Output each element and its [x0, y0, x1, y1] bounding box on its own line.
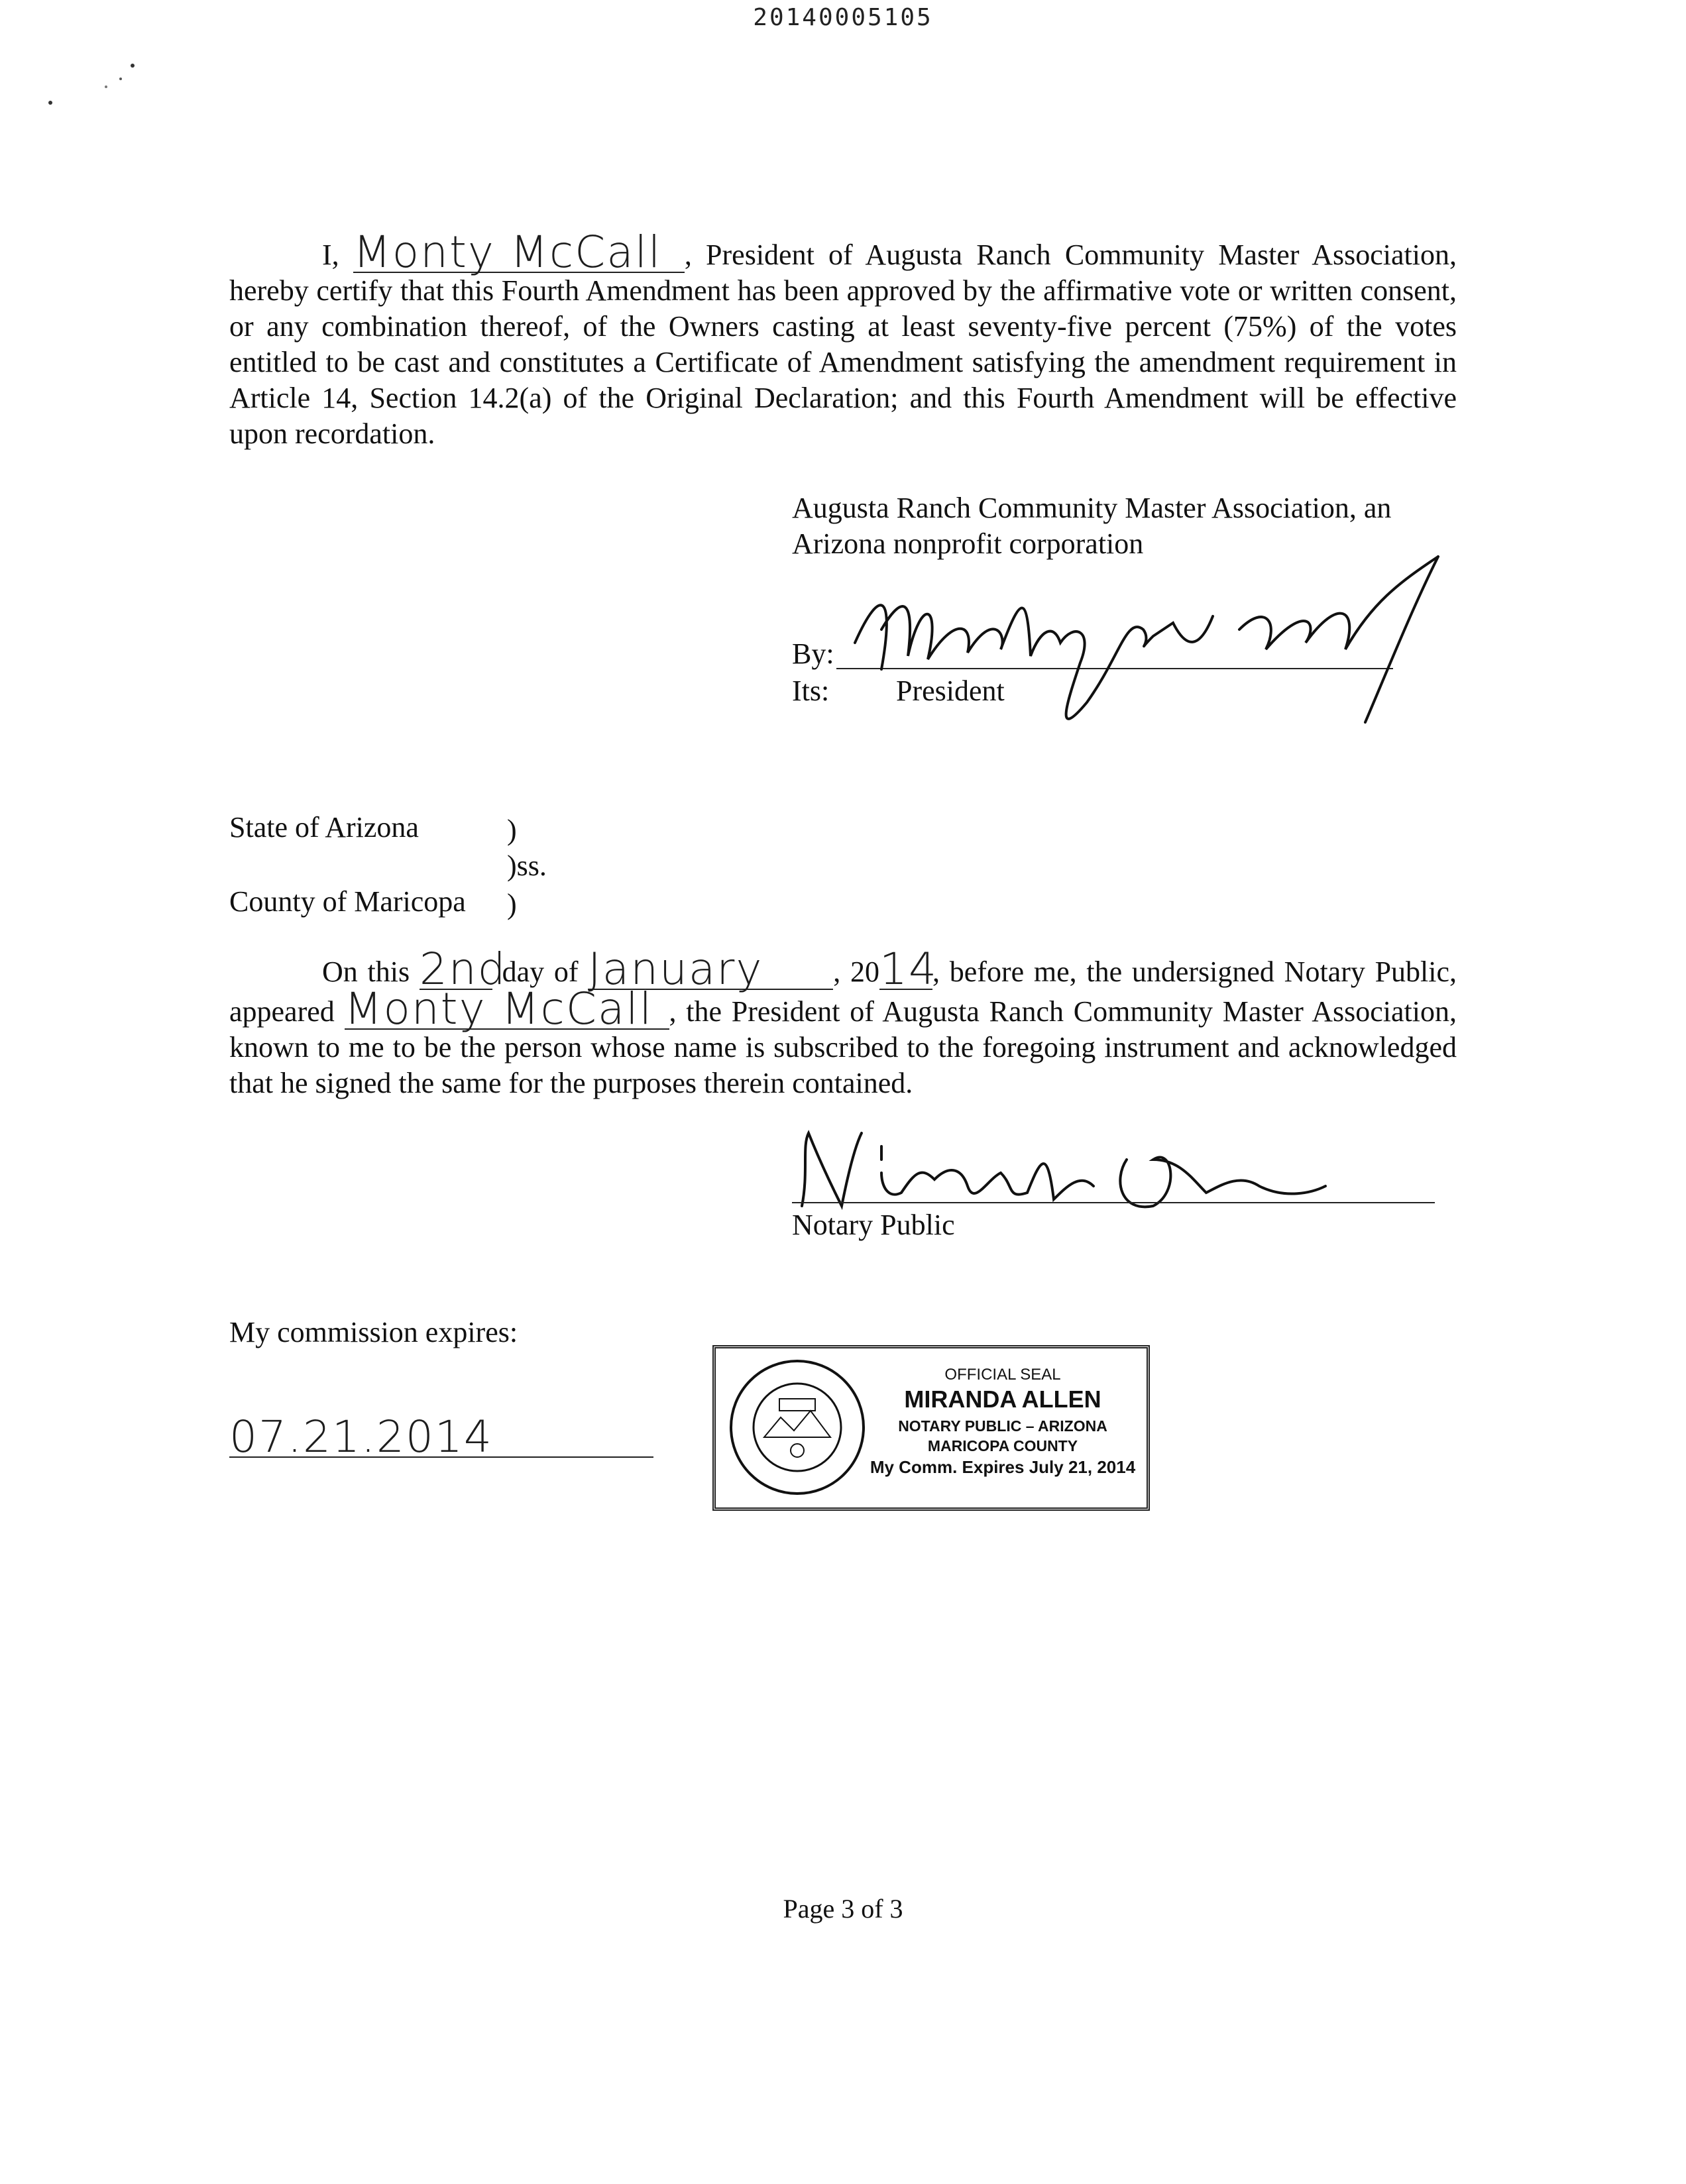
venue-ss: )ss. [507, 849, 547, 882]
scan-specks [40, 56, 159, 116]
certification-pronoun: I, [322, 239, 339, 271]
notary-signature-line [792, 1202, 1435, 1203]
seal-line-1: NOTARY PUBLIC – ARIZONA [898, 1417, 1107, 1435]
venue-state: State of Arizona [229, 811, 419, 844]
page-number: Page 3 of 3 [783, 1894, 903, 1924]
officer-title: President [896, 675, 1005, 707]
seal-line-2: MARICOPA COUNTY [927, 1437, 1078, 1454]
commission-label: My commission expires: [229, 1316, 518, 1348]
seal-notary-name: MIRANDA ALLEN [904, 1386, 1101, 1413]
venue-state-paren: ) [507, 814, 517, 846]
certification-paragraph [229, 227, 1457, 452]
handwritten-appeared-name: Monty McCall [345, 990, 669, 1030]
its-label: Its: [792, 675, 830, 707]
handwritten-month: January [588, 950, 833, 990]
entity-name-line-2: Arizona nonprofit corporation [792, 527, 1144, 560]
ack-day-of: day of [502, 956, 579, 988]
president-signature [842, 543, 1465, 736]
notary-public-label: Notary Public [792, 1209, 955, 1241]
handwritten-commission-date: 07.21.2014 [229, 1418, 653, 1458]
by-label: By: [792, 637, 834, 670]
ack-text-2: , the President of Augusta Ranch Community Master Association, known to me to be the person whose name is subscribed to the foregoing instrument and acknowledged that he signed the same for the purposes therein contained. [229, 995, 1457, 1099]
venue-county-paren: ) [507, 888, 517, 920]
seal-line-3: My Comm. Expires July 21, 2014 [870, 1457, 1136, 1477]
official-seal-stamp [712, 1345, 1150, 1511]
state-seal-emblem-icon [728, 1358, 867, 1497]
venue-county: County of Maricopa [229, 885, 466, 918]
acknowledgment-paragraph [229, 944, 1457, 1101]
document-number: 20140005105 [753, 4, 933, 31]
entity-name-line-1: Augusta Ranch Community Master Association, an [792, 492, 1392, 524]
handwritten-year: 14 [879, 944, 938, 995]
ack-text-1: , before me, the undersigned Notary Public, appeared [229, 956, 1457, 1028]
ack-on-this: On this [322, 956, 410, 988]
handwritten-day: 2nd [419, 944, 507, 995]
seal-heading: OFFICIAL SEAL [944, 1366, 1061, 1384]
handwritten-president-name: Monty McCall [353, 233, 685, 273]
certification-body: , President of Augusta Ranch Community Master Association, hereby certify that this Fourth Amendment has been approved by the affirmative vote or written consent, or any combination thereof, of the Owners casting at least seventy-five percent (75%) of the votes entitled to be cast and constitutes a Certificate of Amendment satisfying the amendment requirement in Article 14, Section 14.2(a) of the Original Declaration; and this Fourth Amendment will be effective upon recordation. [229, 239, 1457, 450]
ack-year-prefix: , 20 [833, 956, 880, 988]
